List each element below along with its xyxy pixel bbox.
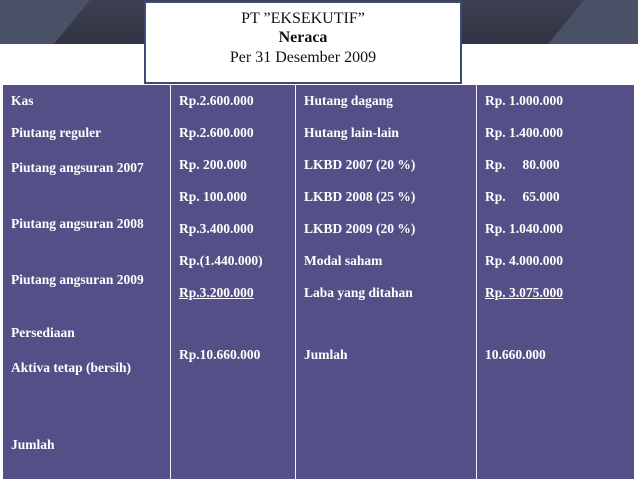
- liability-label: Hutang lain-lain: [304, 125, 399, 140]
- liability-total-value: 10.660.000: [485, 347, 546, 362]
- asset-label: Kas: [11, 93, 34, 108]
- liability-value: Rp. 80.000: [485, 157, 560, 172]
- liabilities-column: [296, 85, 477, 479]
- liability-value: Rp. 65.000: [485, 189, 560, 204]
- liability-value: Rp. 3.075.000: [485, 285, 564, 300]
- asset-value: Rp.3.200.000: [179, 285, 254, 300]
- assets-column: [3, 85, 171, 479]
- asset-label: Aktiva tetap (bersih): [11, 360, 131, 375]
- asset-value: Rp. 100.000: [179, 189, 247, 204]
- spacer: [304, 315, 470, 345]
- asset-value: Rp.2.600.000: [179, 125, 254, 140]
- asset-label: Persediaan: [11, 325, 75, 340]
- spacer: [11, 411, 164, 435]
- asset-label: Piutang angsuran 2008: [11, 216, 144, 231]
- liability-value: Rp. 4.000.000: [485, 253, 564, 268]
- liability-label: Hutang dagang: [304, 93, 393, 108]
- liability-label: Modal saham: [304, 253, 383, 268]
- liability-label: LKBD 2007 (20 %): [304, 157, 416, 172]
- liability-label: LKBD 2009 (20 %): [304, 221, 416, 236]
- liability-total-label: Jumlah: [304, 347, 348, 362]
- asset-total-label: Jumlah: [11, 437, 55, 452]
- asset-label: Piutang angsuran 2009: [11, 272, 144, 287]
- asset-value: Rp.2.600.000: [179, 93, 254, 108]
- liability-value: Rp. 1.000.000: [485, 93, 564, 108]
- liability-value: Rp. 1.400.000: [485, 125, 564, 140]
- liability-label: Laba yang ditahan: [304, 285, 413, 300]
- balance-sheet-table: [3, 85, 634, 479]
- asset-value: Rp. 200.000: [179, 157, 247, 172]
- asset-label: Piutang reguler: [11, 125, 102, 140]
- asset-label: Piutang angsuran 2007: [11, 160, 144, 175]
- liability-values-column: [477, 85, 634, 479]
- asset-value: Rp.(1.440.000): [179, 253, 263, 268]
- asset-values-column: [171, 85, 296, 479]
- liability-value: Rp. 1.040.000: [485, 221, 564, 236]
- company-name: PT ”EKSEKUTIF”: [241, 10, 365, 27]
- liability-label: LKBD 2008 (25 %): [304, 189, 416, 204]
- spacer: [485, 315, 628, 345]
- asset-value: Rp.3.400.000: [179, 221, 254, 236]
- statement-title: Neraca: [278, 29, 328, 46]
- asset-total-value: Rp.10.660.000: [179, 347, 261, 362]
- spacer: [179, 315, 289, 345]
- statement-date: Per 31 Desember 2009: [229, 49, 377, 66]
- title-card: [144, 1, 462, 84]
